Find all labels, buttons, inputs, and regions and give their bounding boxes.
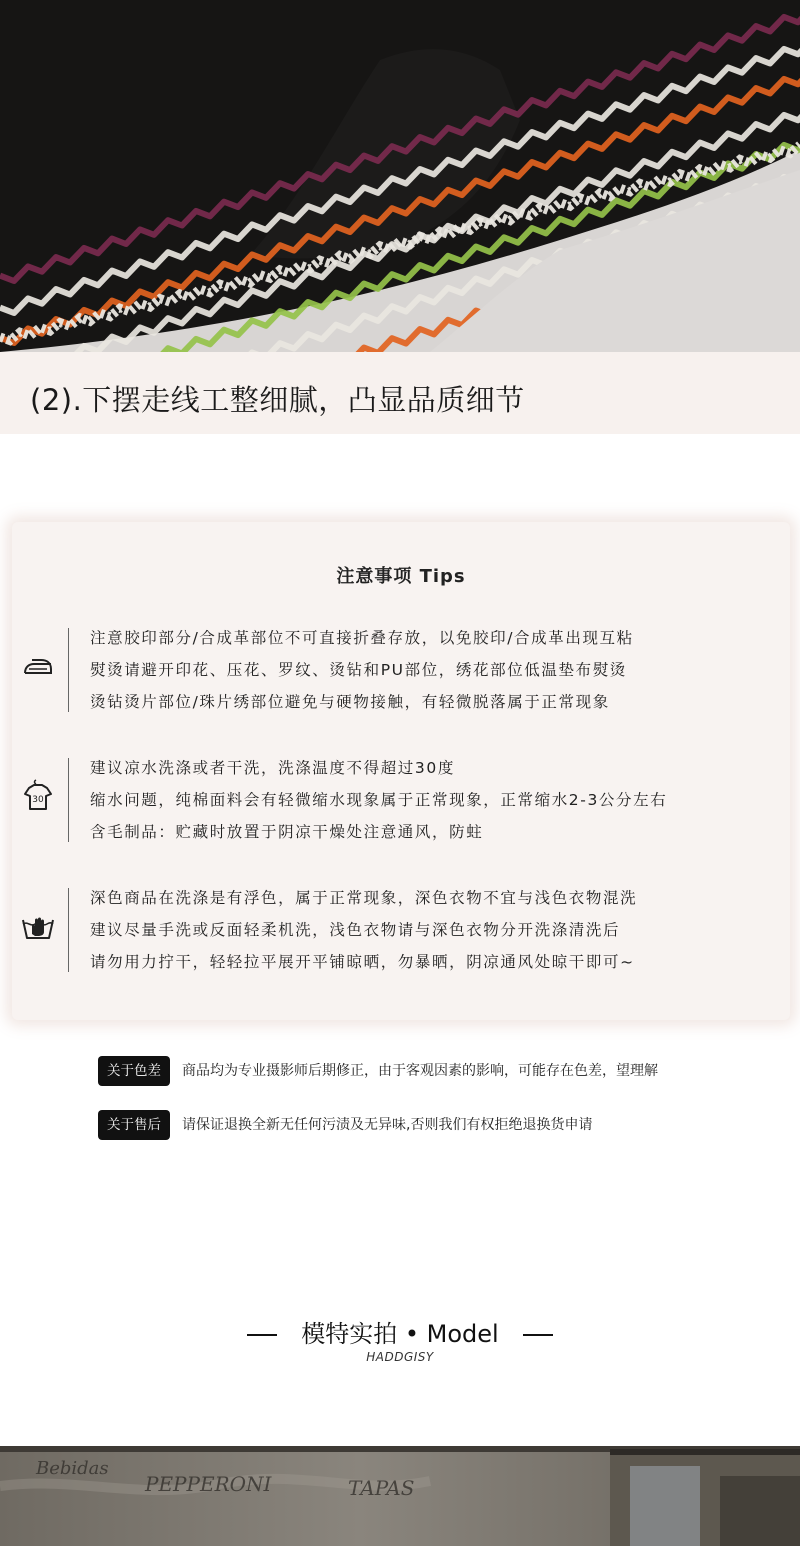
brand-subtitle: HADDGISY xyxy=(366,1350,434,1364)
knit-hem-photo xyxy=(0,0,800,352)
tip-line: 烫钻烫片部位/珠片绣部位避免与硬物接触，有轻微脱落属于正常现象 xyxy=(90,693,610,711)
tip-divider xyxy=(68,758,69,842)
caption-band xyxy=(0,352,800,434)
tip-line: 建议凉水洗涤或者干洗，洗涤温度不得超过30度 xyxy=(90,759,455,777)
tip-line: 注意胶印部分/合成革部位不可直接折叠存放，以免胶印/合成革出现互粘 xyxy=(90,629,634,647)
tip-line: 深色商品在洗涤是有浮色，属于正常现象，深色衣物不宜与浅色衣物混洗 xyxy=(90,889,638,907)
tip-lines xyxy=(90,752,667,848)
knit-stripes-illustration xyxy=(0,0,800,352)
note-text: 商品均为专业摄影师后期修正，由于客观因素的影响，可能存在色差，望理解 xyxy=(182,1063,658,1079)
wall-text-tapas: TAPAS xyxy=(348,1476,415,1500)
tip-lines xyxy=(90,622,634,718)
care-tips-card xyxy=(12,522,790,1020)
note-badge: 关于色差 xyxy=(98,1056,170,1086)
model-section-heading xyxy=(0,1314,800,1349)
heading-dash-right xyxy=(523,1334,553,1336)
tip-line: 请勿用力拧干，轻轻拉平展开平铺晾晒，勿暴晒，阴凉通风处晾干即可~ xyxy=(90,953,635,971)
tip-line: 熨烫请避开印花、压花、罗纹、烫钻和PU部位，绣花部位低温垫布熨烫 xyxy=(90,661,627,679)
svg-text:30: 30 xyxy=(32,795,44,805)
iron-icon xyxy=(20,648,56,684)
wall-text-pepperoni: PEPPERONI xyxy=(145,1472,272,1496)
tips-title: 注意事项 Tips xyxy=(336,566,466,587)
model-section-title: 模特实拍 • Model xyxy=(301,1320,499,1348)
tip-line: 含毛制品：贮藏时放置于阴凉干燥处注意通风，防蛀 xyxy=(90,823,484,841)
model-photo xyxy=(0,1446,800,1546)
tip-line: 缩水问题，纯棉面料会有轻微缩水现象属于正常现象，正常缩水2-3公分左右 xyxy=(90,791,668,809)
tip-divider xyxy=(68,888,69,972)
shirt-wash-icon xyxy=(20,778,56,814)
heading-dash-left xyxy=(247,1334,277,1336)
tip-lines xyxy=(90,882,637,978)
tip-line: 建议尽量手洗或反面轻柔机洗，浅色衣物请与深色衣物分开洗涤清洗后 xyxy=(90,921,621,939)
wall-text-bebidas: Bebidas xyxy=(36,1458,109,1479)
detail-caption: (2).下摆走线工整细腻，凸显品质细节 xyxy=(30,383,525,417)
note-text: 请保证退换全新无任何污渍及无异味,否则我们有权拒绝退换货申请 xyxy=(182,1117,593,1133)
note-badge: 关于售后 xyxy=(98,1110,170,1140)
hand-wash-icon xyxy=(20,908,56,944)
tip-divider xyxy=(68,628,69,712)
